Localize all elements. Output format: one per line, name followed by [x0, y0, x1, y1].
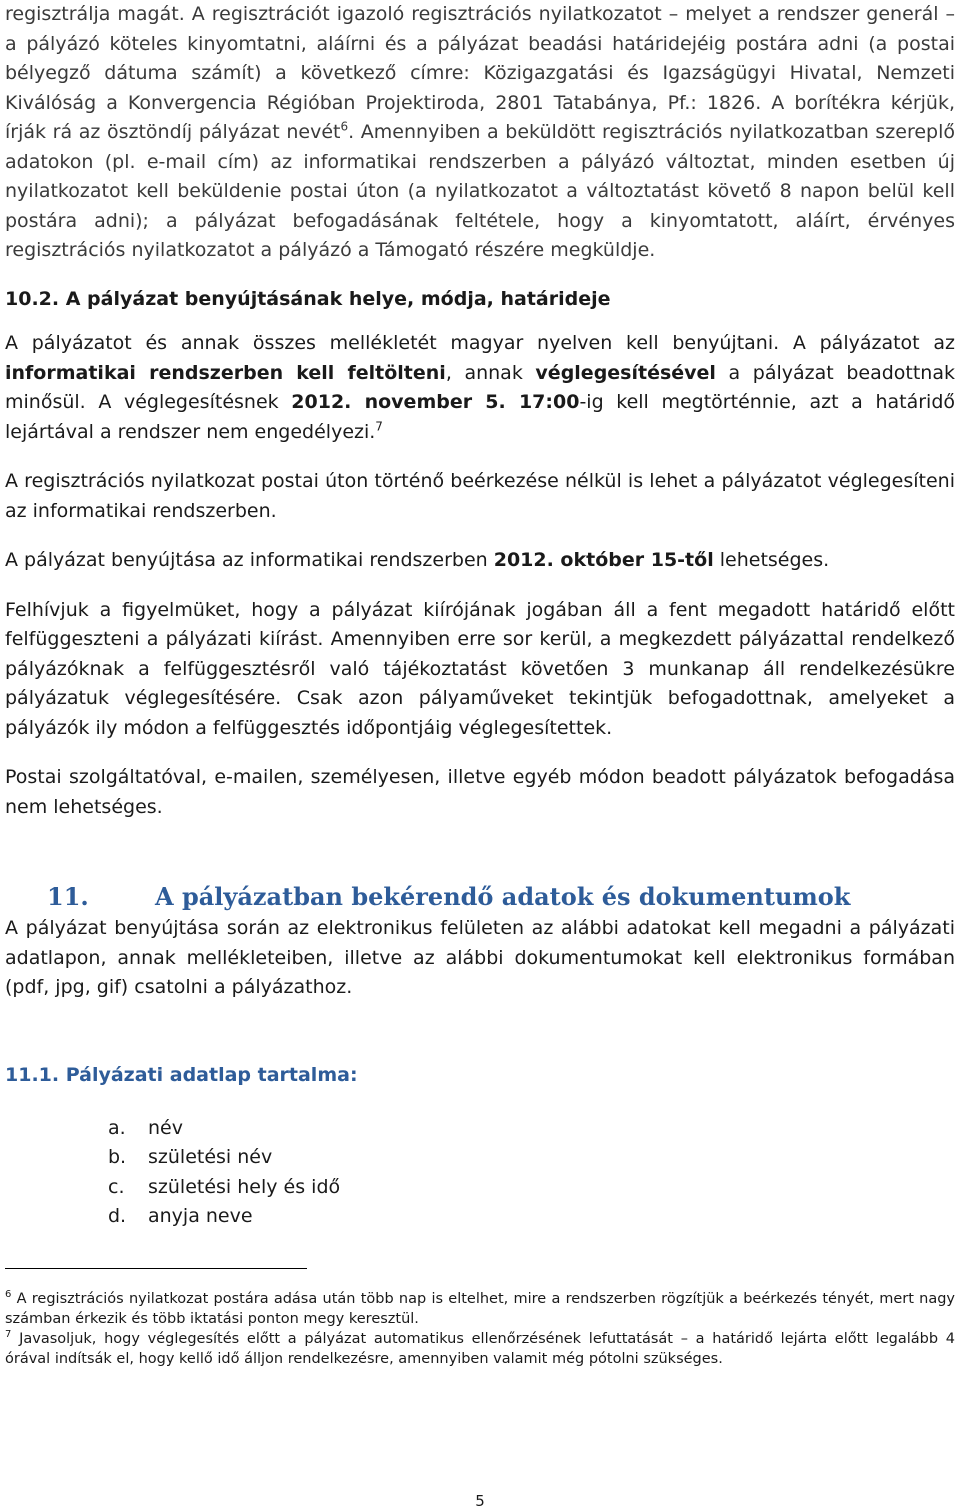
list-marker: a. [108, 1116, 126, 1139]
section-title: A pályázatban bekérendő adatok és dokumentumok [155, 882, 851, 911]
section-number: 10.2. [5, 287, 60, 310]
footnote-text: A regisztrációs nyilatkozat postára adása után több nap is eltelhet, mire a rendszerben rögzítjük a beérkezés tényét, mert nagy számban érkezik és több iktatási ponton megy keresztül. [5, 1290, 955, 1327]
footnote-separator [5, 1268, 307, 1269]
bold-run: informatikai rendszerben kell feltölteni [5, 361, 446, 384]
text-run: -ig kell megtörténnie, azt a határidő lejártával a rendszer nem engedélyezi. [5, 391, 956, 443]
section-11-1-heading: 11.1. Pályázati adatlap tartalma: [5, 1063, 358, 1086]
section-11-intro: A pályázat benyújtása során az elektronikus felületen az alábbi adatokat kell megadni a pályázati adatlapon, annak mellékleteiben, illetve az alábbi dokumentumokat kell elektronikus formában (pdf, jpg, gif) csatolni a pályázathoz. [5, 917, 955, 998]
datasheet-list [5, 1114, 955, 1232]
text-run: lehetséges. [713, 549, 830, 571]
deadline-date: 2012. november 5. 17:00 [291, 391, 580, 413]
footnote-ref-7[interactable]: 7 [375, 419, 383, 434]
list-marker: c. [108, 1175, 125, 1198]
paragraph-suspension: Felhívjuk a figyelmüket, hogy a pályázat kiírójának jogában áll a fent megadott határidő előtt felfüggeszteni a pályázati kiírást. Amennyiben erre sor kerül, a megkezdett pályázattal rendelkező pályázóknak a felfüggesztésről való tájékoztatást követően 3 munkanap áll rendelkezésükre pályázatuk véglegesítésére. Csak azon pályaműveket tekintjük befogadottnak, amelyeket a pályázók ily módon a felfüggesztés időpontjáig véglegesítettek. [5, 598, 955, 739]
section-number: 11. [47, 882, 89, 911]
page-number: 5 [475, 1492, 485, 1510]
paragraph-start-date [5, 546, 955, 576]
paragraph-submission [5, 329, 955, 447]
list-item [108, 1202, 955, 1232]
list-marker: d. [108, 1205, 127, 1227]
footnote-ref-6[interactable]: 6 [340, 119, 349, 134]
paragraph-postal: A regisztrációs nyilatkozat postai úton történő beérkezése nélkül is lehet a pályázatot véglegesíteni az informatikai rendszerben. [5, 470, 955, 522]
continuation-text-1: regisztrálja magát. A regisztrációt igazoló regisztrációs nyilatkozatot – melyet a rendszer generál – a pályázó köteles kinyomtatni, aláírni és a pályázat beadási határidejéig postára adni (a postai bélyegző dátuma számít) a következő címre: Közigazgatási és Igazságügyi Hivatal, Nemzeti Kiválóság a Konvergencia Régióban Projektiroda, 2801 Tatabánya, Pf.: 1826. A borítékra kérjük, írják rá az ösztöndíj pályázat nevét [5, 3, 955, 143]
list-marker: b. [108, 1146, 127, 1168]
list-item [108, 1173, 955, 1203]
list-item-text: születési hely és idő [148, 1175, 341, 1198]
continuation-text-2: . Amennyiben a beküldött regisztrációs nyilatkozatban szereplő adatokon (pl. e-mail cím) az informatikai rendszerben a pályázó változtat, minden esetben új nyilatkozatot kell beküldenie postai úton (a nyilatkozatot a változtatást követő 8 napon belül kell postára adni); a pályázat befogadásának feltétele, hogy a kinyomtatott, aláírt, érvényes regisztrációs nyilatkozatot a pályázó a Támogató részére megküldje. [5, 121, 955, 261]
paragraph-other-channels: Postai szolgáltatóval, e-mailen, személyesen, illetve egyéb módon beadott pályázatok befogadása nem lehetséges. [5, 766, 955, 818]
list-item [108, 1143, 955, 1173]
footnote-number: 7 [5, 1328, 12, 1340]
list-item-text: név [148, 1116, 183, 1139]
bold-run: véglegesítésével [535, 361, 716, 384]
list-item-text: anyja neve [148, 1205, 253, 1227]
text-run: A pályázatot és annak összes mellékletét magyar nyelven kell benyújtani. A pályázatot az [5, 332, 955, 354]
start-date: 2012. október 15-től [493, 549, 714, 571]
list-item-text: születési név [148, 1146, 273, 1168]
section-title: A pályázat benyújtásának helye, módja, határideje [65, 287, 611, 310]
footnote-6 [5, 1289, 955, 1329]
section-11-heading [5, 880, 955, 914]
footnote-7 [5, 1329, 955, 1369]
text-run: , annak [445, 361, 536, 384]
section-10-2-heading [5, 285, 955, 315]
footnote-text: Javasoljuk, hogy véglegesítés előtt a pályázat automatikus ellenőrzésének lefuttatását – a határidő lejárta előtt legalább 4 órával indítsák el, hogy kellő idő álljon rendelkezésre, amennyiben valamit még pótolni szükséges. [5, 1330, 955, 1367]
text-run: a pályázat beadottnak minősül. A véglegesítésnek [5, 361, 955, 413]
list-item [108, 1114, 955, 1144]
continuation-paragraph [5, 0, 955, 266]
text-run: A pályázat benyújtása az informatikai rendszerben [5, 549, 494, 571]
footnote-number: 6 [5, 1288, 12, 1300]
